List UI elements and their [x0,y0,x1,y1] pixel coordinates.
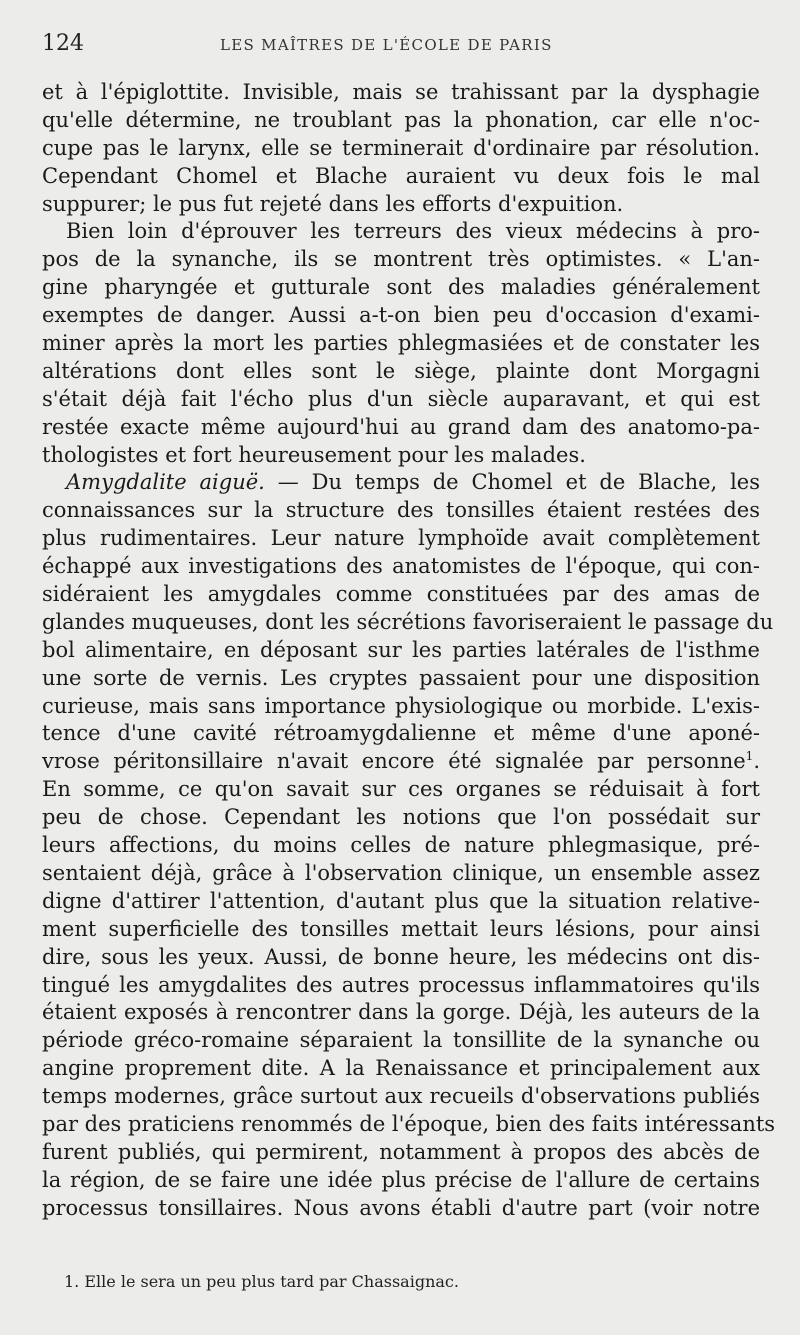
text-line: Cependant Chomel et Blache auraient vu deux fois le mal [42,163,760,188]
text-line: miner après la mort les parties phlegmasiées et de constater les [42,331,760,356]
text-line: dire, sous les yeux. Aussi, de bonne heure, les médecins ont dis- [42,944,760,969]
text-line: étaient exposés à rencontrer dans la gorge. Déjà, les auteurs de la [42,1000,760,1025]
text-line: sentaient déjà, grâce à l'observation clinique, un ensemble assez [42,860,760,885]
footnote-reference-line [42,748,760,776]
text-line: tingué les amygdalites des autres processus inflammatoires qu'ils [42,972,760,997]
text-line: tence d'une cavité rétroamygdalienne et même d'une aponé- [42,721,760,746]
text-line: connaissances sur la structure des tonsilles étaient restées des [42,498,760,523]
text-line: qu'elle détermine, ne troublant pas la phonation, car elle n'oc- [42,107,760,132]
text-line: curieuse, mais sans importance physiologique ou morbide. L'exis- [42,693,760,718]
text-line: leurs affections, du moins celles de nature phlegmasique, pré- [42,833,760,858]
text-line: restée exacte même aujourd'hui au grand dam des anatomo-pa- [42,414,760,439]
text-line: s'était déjà fait l'écho plus d'un siècle auparavant, et qui est [42,386,760,411]
text-span: . [753,749,760,774]
section-heading: Amygdalite aiguë. [66,470,265,495]
text-line: plus rudimentaires. Leur nature lymphoïde avait complètement [42,526,760,551]
section-heading-line [42,469,760,497]
text-line: furent publiés, qui permirent, notamment à propos des abcès de [42,1139,760,1164]
text-line: digne d'attirer l'attention, d'autant plus que la situation relative- [42,888,760,913]
text-line: par des praticiens renommés de l'époque, bien des faits intéressants [42,1111,776,1136]
text-line: peu de chose. Cependant les notions que l'on possédait sur [42,805,760,830]
text-line: la région, de se faire une idée plus précise de l'allure de certains [42,1167,760,1192]
footnote-reference[interactable]: 1 [745,749,754,764]
text-line: gine pharyngée et gutturale sont des maladies généralement [42,275,760,300]
text-line: cupe pas le larynx, elle se terminerait d'ordinaire par résolution. [42,135,760,160]
text-line: Bien loin d'éprouver les terreurs des vieux médecins à pro- [66,219,760,244]
text-line: temps modernes, grâce surtout aux recueils d'observations publiés [42,1084,760,1109]
text-line: échappé aux investigations des anatomistes de l'époque, qui con- [42,554,760,579]
page-number: 124 [42,31,84,56]
text-line: processus tonsillaires. Nous avons établi d'autre part (voir notre [42,1195,760,1220]
text-line: thologistes et fort heureusement pour les malades. [42,442,586,467]
text-line: une sorte de vernis. Les cryptes passaient pour une disposition [42,665,760,690]
text-line: ment superficielle des tonsilles mettait leurs lésions, pour ainsi [42,916,760,941]
text-line: suppurer; le pus fut rejeté dans les efforts d'expuition. [42,191,624,216]
text-span: vrose péritonsillaire n'avait encore été signalée par personne [42,749,746,774]
body-text [42,79,776,1223]
text-span: — Du temps de Chomel et de Blache, les [264,470,760,495]
running-head: LES MAÎTRES DE L'ÉCOLE DE PARIS [220,36,553,54]
text-line: En somme, ce qu'on savait sur ces organes se réduisait à fort [42,777,760,802]
text-line: et à l'épiglottite. Invisible, mais se trahissant par la dysphagie [42,80,760,104]
text-line: période gréco-romaine séparaient la tonsillite de la synanche ou [42,1028,760,1053]
footnote: 1. Elle le sera un peu plus tard par Chassaignac. [64,1272,459,1291]
text-line: pos de la synanche, ils se montrent très optimistes. « L'an- [42,247,760,272]
text-line: altérations dont elles sont le siège, plainte dont Morgagni [42,358,760,383]
text-line: exemptes de danger. Aussi a-t-on bien peu d'occasion d'exami- [42,303,760,328]
text-line: glandes muqueuses, dont les sécrétions favoriseraient le passage du [42,609,774,634]
text-line: angine proprement dite. A la Renaissance et principalement aux [42,1056,760,1081]
text-line: sidéraient les amygdales comme constituées par des amas de [42,582,760,607]
text-line: bol alimentaire, en déposant sur les parties latérales de l'isthme [42,637,760,662]
